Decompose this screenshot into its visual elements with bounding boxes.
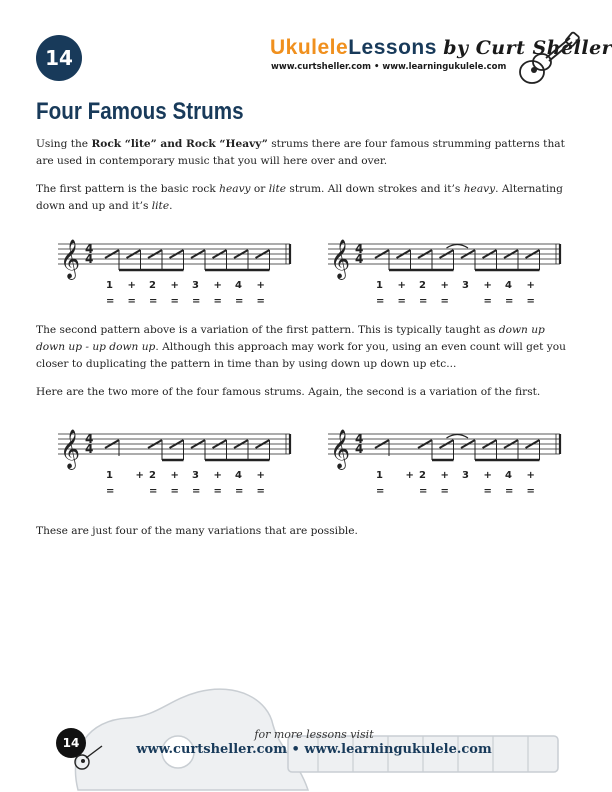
strum-staff-4: [328, 416, 564, 496]
count-label: 2: [149, 470, 156, 481]
strum-stroke-mark: =: [170, 486, 179, 497]
strum-stroke-mark: =: [505, 486, 514, 497]
intro-paragraph: [36, 136, 568, 170]
strum-stroke-mark: =: [170, 296, 179, 307]
text-span: strums there are four famous strumming patterns that are used in contemporary music that you will here over and over.: [36, 138, 565, 167]
strum-stroke-mark: =: [192, 486, 201, 497]
brand-by: by Curt Sheller: [443, 37, 612, 59]
count-label: +: [483, 470, 492, 481]
footer-ukulele-icon: [72, 742, 106, 772]
italic-span: down up down up - up down up: [36, 324, 545, 353]
brand-ukulele: Ukulele: [270, 36, 349, 59]
strum-stroke-mark: =: [235, 486, 244, 497]
strum-stroke-mark: =: [419, 486, 428, 497]
count-label: 1: [376, 470, 383, 481]
first-pattern-paragraph: [36, 181, 568, 215]
strum-staff-1: [58, 226, 294, 306]
time-signature-top: 4: [85, 432, 94, 446]
strum-stroke-mark: =: [483, 486, 492, 497]
count-label: 3: [462, 470, 469, 481]
strum-stroke-mark: =: [213, 296, 222, 307]
ukulele-watermark: [58, 640, 578, 790]
tie: [447, 435, 469, 439]
strum-stroke-mark: =: [376, 296, 385, 307]
treble-clef-icon: 𝄞: [330, 239, 351, 279]
text-span: Using the: [36, 138, 92, 150]
strum-staff-3: [58, 416, 294, 496]
strum-stroke-mark: =: [235, 296, 244, 307]
count-label: +: [213, 470, 222, 481]
text-span: The first pattern is the basic rock: [36, 183, 220, 195]
count-label: +: [405, 470, 414, 481]
ukulele-icon: [512, 30, 584, 90]
second-pattern-paragraph: [36, 322, 568, 373]
treble-clef-icon: 𝄞: [330, 429, 351, 469]
text-span: . Although this approach may work for you, using an even count will get you closer to duplicating the pattern in time than by using down up down up etc...: [36, 341, 566, 370]
text-span: strum. All down strokes and it’s: [286, 183, 464, 195]
strum-staff-2: [328, 226, 564, 306]
text-span: The second pattern above is a variation of the first pattern. This is typically taught as: [36, 324, 499, 336]
more-strums-paragraph: Here are the two more of the four famous strums. Again, the second is a variation of the first.: [36, 386, 541, 398]
count-label: +: [135, 470, 144, 481]
count-label: +: [526, 470, 535, 481]
time-signature-bottom: 4: [85, 442, 94, 456]
time-signature-top: 4: [355, 432, 364, 446]
strum-stroke-mark: =: [149, 486, 158, 497]
strum-stroke-mark: =: [505, 296, 514, 307]
count-label: 1: [106, 280, 113, 291]
count-label: 3: [192, 280, 199, 291]
count-label: +: [256, 470, 265, 481]
strum-stroke-mark: =: [149, 296, 158, 307]
text-span: or: [250, 183, 269, 195]
strum-stroke-mark: =: [376, 486, 385, 497]
bold-span: Rock “lite” and Rock “Heavy”: [91, 138, 268, 150]
count-label: 3: [192, 470, 199, 481]
page-number: 14: [45, 46, 73, 70]
strum-stroke-mark: =: [213, 486, 222, 497]
closing-paragraph: These are just four of the many variations that are possible.: [36, 525, 358, 537]
strum-stroke-mark: =: [397, 296, 406, 307]
time-signature-bottom: 4: [355, 252, 364, 266]
count-label: +: [526, 280, 535, 291]
footer-urls[interactable]: www.curtsheller.com • www.learningukulele.com: [136, 742, 492, 757]
strum-stroke-mark: =: [192, 296, 201, 307]
strum-stroke-mark: =: [106, 296, 115, 307]
tie: [447, 245, 469, 249]
count-label: +: [440, 280, 449, 291]
italic-span: lite: [268, 183, 287, 195]
italic-span: heavy: [219, 183, 251, 195]
count-label: 1: [376, 280, 383, 291]
count-label: +: [256, 280, 265, 291]
page-title: Four Famous Strums: [36, 98, 244, 125]
italic-span: heavy: [463, 183, 496, 195]
count-label: 1: [106, 470, 113, 481]
count-label: 2: [419, 470, 426, 481]
count-label: 4: [235, 280, 242, 291]
brand-urls: www.curtsheller.com • www.learningukulele.com: [271, 62, 507, 72]
count-label: +: [127, 280, 136, 291]
strum-stroke-mark: =: [419, 296, 428, 307]
text-span: .: [169, 200, 173, 212]
count-label: +: [170, 470, 179, 481]
count-label: +: [213, 280, 222, 291]
strum-stroke-mark: =: [256, 296, 265, 307]
strum-stroke-mark: =: [526, 296, 535, 307]
strum-stroke-mark: =: [127, 296, 136, 307]
count-label: 4: [505, 470, 512, 481]
count-label: +: [440, 470, 449, 481]
strum-stroke-mark: =: [440, 296, 449, 307]
italic-span: lite: [151, 200, 170, 212]
count-label: +: [483, 280, 492, 291]
count-label: 4: [505, 280, 512, 291]
strum-stroke-mark: =: [483, 296, 492, 307]
brand-lessons: Lessons: [348, 36, 437, 59]
time-signature-top: 4: [355, 242, 364, 256]
count-label: 2: [419, 280, 426, 291]
strum-stroke-mark: =: [526, 486, 535, 497]
count-label: 3: [462, 280, 469, 291]
strum-stroke-mark: =: [256, 486, 265, 497]
strum-stroke-mark: =: [440, 486, 449, 497]
count-label: 4: [235, 470, 242, 481]
count-label: +: [170, 280, 179, 291]
time-signature-bottom: 4: [85, 252, 94, 266]
page-number-badge: [36, 35, 82, 81]
treble-clef-icon: 𝄞: [60, 429, 81, 469]
footer-page-number: 14: [62, 736, 80, 750]
strum-stroke-mark: =: [106, 486, 115, 497]
time-signature-top: 4: [85, 242, 94, 256]
time-signature-bottom: 4: [355, 442, 364, 456]
count-label: +: [397, 280, 406, 291]
treble-clef-icon: 𝄞: [60, 239, 81, 279]
text-span: . Alternating down and up and it’s: [36, 183, 563, 212]
footer-visit-text: for more lessons visit: [254, 728, 374, 741]
count-label: 2: [149, 280, 156, 291]
